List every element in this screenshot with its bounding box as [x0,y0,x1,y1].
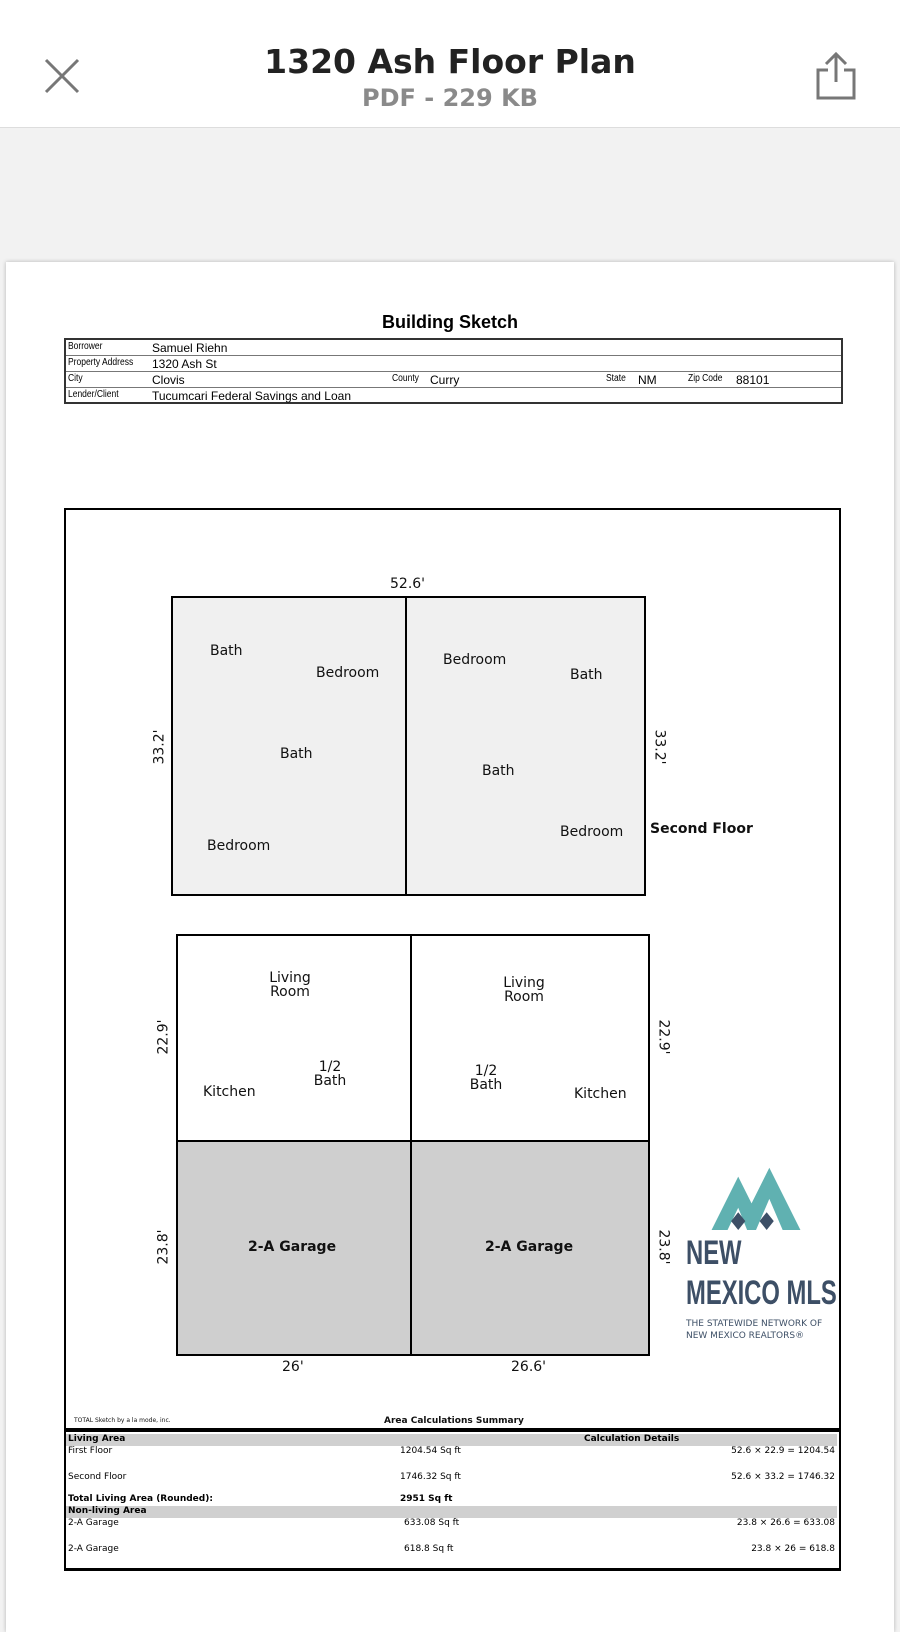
watermark-tagline: THE STATEWIDE NETWORK OF NEW MEXICO REALTORS® [686,1319,823,1341]
right-dimension-second: 33.2' [651,729,668,765]
left-dimension-second: 33.2' [151,729,168,765]
room-label: Bedroom [207,838,271,854]
room-label: Kitchen [203,1084,256,1100]
summary-row [66,1472,837,1484]
bottom-right-dimension: 26.6' [511,1359,547,1375]
room-label: Bedroom [316,665,380,681]
row-calc: 23.8 × 26.6 = 633.08 [736,1518,835,1528]
bottom-left-dimension: 26' [282,1359,304,1375]
room-label: Living Room [503,975,545,1005]
city-value: Clovis [152,373,185,387]
summary-title: Area Calculations Summary [384,1416,524,1426]
county-value: Curry [430,373,460,387]
summary-row [66,1446,837,1458]
address-label: Property Address [68,357,134,368]
watermark-new: NEW [686,1234,742,1272]
top-dimension: 52.6' [390,576,426,592]
calc-details-header: Calculation Details [584,1434,680,1444]
state-label: State [606,373,626,384]
room-label: Kitchen [574,1086,627,1102]
lender-label: Lender/Client [68,389,119,400]
property-info-table [64,338,843,404]
address-value: 1320 Ash St [152,357,217,371]
summary-row [66,1518,837,1530]
row-area: 1746.32 Sq ft [400,1472,461,1482]
row-name: 2-A Garage [68,1544,119,1554]
watermark-mexico-mls: MEXICO MLS [686,1274,837,1312]
viewer-header [0,0,900,128]
row-area: 618.8 Sq ft [404,1544,454,1554]
zip-value: 88101 [736,373,770,387]
left-dimension-garage: 23.8' [155,1229,172,1265]
summary-row [66,1544,837,1556]
nonliving-header: Non-living Area [68,1506,147,1516]
row-area: 1204.54 Sq ft [400,1446,461,1456]
document-subtitle: PDF - 229 KB [362,84,538,112]
first-floor-right-unit [410,934,650,1142]
living-area-header: Living Area [68,1434,126,1444]
row-name: Second Floor [68,1472,127,1482]
garage-label: 2-A Garage [485,1239,574,1255]
room-label: Bedroom [443,652,507,668]
mls-watermark [686,1150,836,1390]
state-value: NM [638,373,657,387]
room-label: 1/2 Bath [469,1063,503,1093]
right-dimension-first: 22.9' [655,1019,672,1055]
borrower-label: Borrower [68,341,103,352]
total-value: 2951 Sq ft [400,1494,453,1504]
row-name: First Floor [68,1446,113,1456]
first-floor-left-unit [176,934,412,1142]
room-label: Bath [210,643,243,659]
second-floor-right-unit [405,596,646,896]
garage-label: 2-A Garage [248,1239,337,1255]
room-label: Bath [482,763,515,779]
area-summary [64,1428,841,1570]
row-calc: 52.6 × 22.9 = 1204.54 [731,1446,835,1456]
zip-label: Zip Code [688,373,723,384]
left-dimension-first: 22.9' [155,1019,172,1055]
lender-value: Tucumcari Federal Savings and Loan [152,389,351,403]
county-label: County [392,373,419,384]
row-calc: 52.6 × 33.2 = 1746.32 [731,1472,835,1482]
row-calc: 23.8 × 26 = 618.8 [751,1544,835,1554]
room-label: 1/2 Bath [313,1059,347,1089]
row-area: 633.08 Sq ft [404,1518,460,1528]
room-label: Bedroom [560,824,624,840]
second-floor-label: Second Floor [650,821,753,837]
software-credit: TOTAL Sketch by a la mode, inc. [74,1417,171,1424]
sketch-title: Building Sketch [381,312,518,332]
room-label: Living Room [269,970,311,1000]
document-title: 1320 Ash Floor Plan [264,42,636,81]
city-label: City [68,373,83,384]
share-icon[interactable] [814,52,858,100]
total-label: Total Living Area (Rounded): [68,1494,213,1504]
row-name: 2-A Garage [68,1518,119,1528]
borrower-value: Samuel Riehn [152,341,228,355]
mountain-logo-icon [706,1150,806,1230]
room-label: Bath [570,667,603,683]
room-label: Bath [280,746,313,762]
right-dimension-garage: 23.8' [655,1229,672,1265]
summary-border [64,1568,841,1571]
